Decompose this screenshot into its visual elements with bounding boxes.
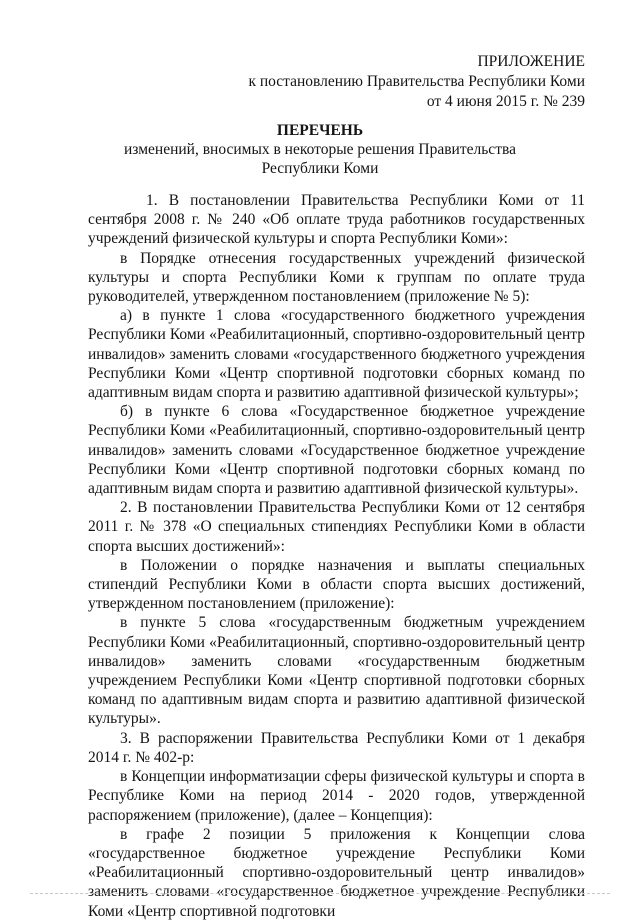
paragraph-1-b: б) в пункте 6 слова «Государственное бюджетное учреждение Республики Коми «Реабилитационный, спортивно-оздоровительный центр инвалидов» заменить словами «Государственное бюджетное учреждение Республики Коми «Центр спортивной подготовки сборных команд по адаптивным видам спорта и развитию адаптивной физической культуры». bbox=[88, 403, 585, 498]
title-subheading: изменений, вносимых в некоторые решения Правительства bbox=[124, 141, 516, 158]
paragraph-1-intro: в Порядке отнесения государственных учреждений физической культуры и спорта Республики Коми к группам по оплате труда руководителей, утвержденном постановлением (приложение № 5): bbox=[88, 249, 585, 306]
paragraph-1-a: а) в пункте 1 слова «государственного бюджетного учреждения Республики Коми «Реабилитационный, спортивно-оздоровительный центр инвалидов» заменить словами «государственного бюджетного учреждения Республики Коми «Центр спортивной подготовки сборных команд по адаптивным видам спорта и развитию адаптивной физической культуры»; bbox=[88, 307, 585, 402]
paragraph-1: 1. В постановлении Правительства Республики Коми от 11 сентября 2008 г. № 240 «Об оплате труда работников государственных учреждений физической культуры и спорта Республики Коми»: bbox=[88, 192, 585, 248]
appendix-date-number: от 4 июня 2015 г. № 239 bbox=[426, 93, 585, 110]
scan-edge-line bbox=[30, 893, 610, 894]
paragraph-3-intro: в Концепции информатизации сферы физической культуры и спорта в Республике Коми на период 2014 - 2020 годов, утвержденной распоряжением (приложение), (далее – Концепция): bbox=[88, 768, 585, 824]
paragraph-2-item: в пункте 5 слова «государственным бюджетным учреждением Республики Коми «Реабилитационный, спортивно-оздоровительный центр инвалидов» заменить словами «государственным бюджетным учреждением Республики Коми «Центр спортивной подготовки сборных команд по адаптивным видам спорта и развитию адаптивной физической культуры». bbox=[88, 614, 585, 728]
document-body bbox=[88, 191, 585, 921]
appendix-header bbox=[248, 52, 585, 112]
paragraph-2: 2. В постановлении Правительства Республики Коми от 12 сентября 2011 г. № 378 «О специальных стипендиях Республики Коми в области спорта высших достижений»: bbox=[88, 499, 585, 555]
paragraph-2-intro: в Положении о порядке назначения и выплаты специальных стипендий Республики Коми в области спорта высших достижений, утвержденном постановлением (приложение): bbox=[88, 556, 585, 613]
appendix-resolution-ref: к постановлению Правительства Республики Коми bbox=[248, 73, 585, 90]
document-title bbox=[0, 121, 640, 178]
appendix-label: ПРИЛОЖЕНИЕ bbox=[477, 53, 585, 70]
paragraph-3: 3. В распоряжении Правительства Республики Коми от 1 декабря 2014 г. № 402-р: bbox=[88, 729, 585, 766]
title-subheading-cont: Республики Коми bbox=[261, 160, 379, 177]
title-heading: ПЕРЕЧЕНЬ bbox=[276, 122, 364, 139]
paragraph-3-item: в графе 2 позиции 5 приложения к Концепции слова «государственное бюджетное учреждение Республики Коми «Реабилитационный спортивно-оздоровительный центр инвалидов» заменить словами «государственное бюджетное учреждение Республики Коми «Центр спортивной подготовки bbox=[88, 825, 585, 920]
